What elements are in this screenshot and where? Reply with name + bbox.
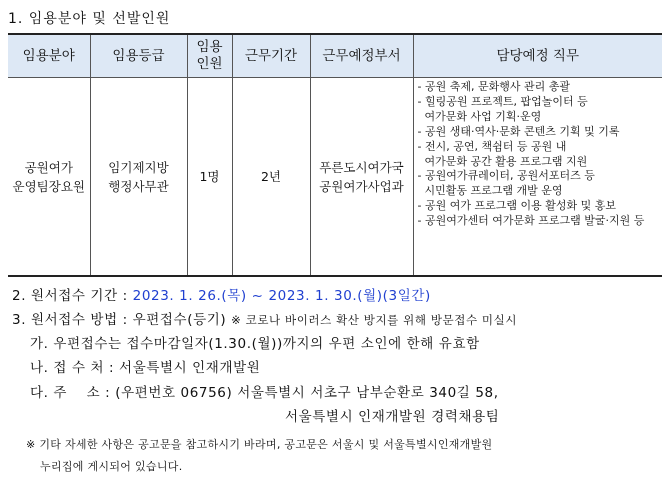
- cell-duties: [413, 78, 662, 277]
- header-field: 임용분야: [8, 34, 90, 78]
- item-ga: 가. 우편접수는 접수마감일자(1.30.(월))까지의 우편 소인에 한해 유효함: [30, 336, 480, 352]
- item-da-line1: 다. 주 소 : (우편번호 06756) 서울특별시 서초구 남부순환로 340길 58,: [30, 385, 499, 401]
- duty-item: 시민활동 프로그램 개발 운영: [417, 184, 563, 198]
- duty-item: 여가문화 사업 기획·운영: [417, 109, 542, 123]
- footnote-line2: 누리집에 게시되어 있습니다.: [40, 460, 183, 473]
- duty-item: - 공원 여가 프로그램 이용 활성화 및 홍보: [417, 199, 616, 213]
- section-3-label: 3. 원서접수 방법 : 우편접수(등기): [12, 312, 232, 328]
- duty-item: 여가문화 공간 활용 프로그램 지원: [417, 154, 588, 168]
- duty-item: - 공원 생태·역사·문화 콘텐츠 기획 및 기록: [417, 124, 620, 138]
- section-2-label: 2. 원서접수 기간 :: [12, 288, 133, 304]
- cell-field: 공원여가 운영팀장요원: [8, 78, 90, 277]
- section-1-title: 1. 임용분야 및 선발인원: [8, 11, 171, 27]
- footnote-line1: ※ 기타 자세한 사항은 공고문을 참고하시기 바라며, 공고문은 서울시 및 서울특별시인재개발원: [26, 438, 493, 451]
- duties-list: [418, 80, 661, 229]
- header-department: 근무예정부서: [310, 34, 413, 78]
- recruitment-table: [8, 33, 662, 277]
- item-na: 나. 접 수 처 : 서울특별시 인재개발원: [30, 360, 261, 376]
- item-da-line2: 서울특별시 인재개발원 경력채용팀: [285, 409, 500, 425]
- cell-grade: 임기제지방 행정사무관: [90, 78, 187, 277]
- table-header-row: [8, 34, 662, 78]
- header-count: 임용 인원: [187, 34, 232, 78]
- duty-item: - 공원여가센터 여가문화 프로그램 발굴·지원 등: [417, 214, 645, 228]
- cell-department: 푸른도시여가국 공원여가사업과: [310, 78, 413, 277]
- duty-item: - 공원 축제, 문화행사 관리 총괄: [417, 80, 570, 93]
- cell-count: 1명: [187, 78, 232, 277]
- table-row: [8, 78, 662, 277]
- header-grade: 임용등급: [90, 34, 187, 78]
- section-3-method: [12, 308, 517, 328]
- duty-item: - 힐링공원 프로젝트, 팝업놀이터 등: [417, 94, 588, 108]
- application-period: 2023. 1. 26.(목) ~ 2023. 1. 30.(월)(3일간): [132, 288, 431, 304]
- cell-period: 2년: [232, 78, 310, 277]
- header-period: 근무기간: [232, 34, 310, 78]
- covid-note: ※ 코로나 바이러스 확산 방지를 위해 방문접수 미실시: [231, 313, 518, 327]
- header-duties: 담당예정 직무: [413, 34, 662, 78]
- duty-item: - 공원여가큐레이터, 공원서포터즈 등: [417, 169, 595, 183]
- duty-item: - 전시, 공연, 책쉼터 등 공원 내: [417, 139, 567, 153]
- section-2-period: [12, 284, 431, 304]
